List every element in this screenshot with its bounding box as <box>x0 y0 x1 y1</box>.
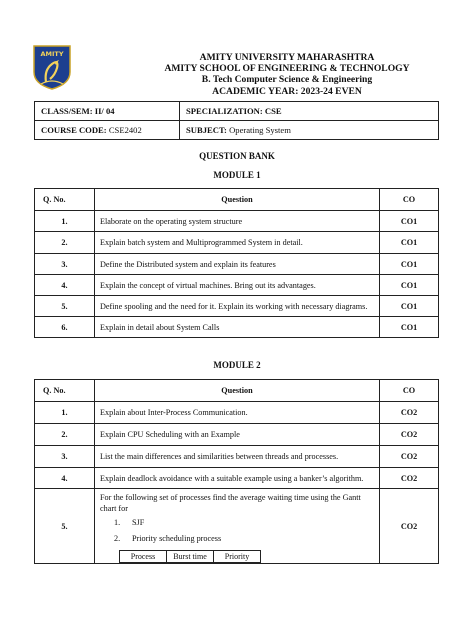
header-school: AMITY SCHOOL OF ENGINEERING & TECHNOLOGY <box>164 63 410 75</box>
specialization-cell: SPECIALIZATION: CSE <box>180 102 439 121</box>
col-qno: Q. No. <box>35 189 95 211</box>
course-info-table <box>34 101 439 140</box>
question-bank-title: QUESTION BANK <box>199 151 275 161</box>
col-co: CO <box>380 380 439 402</box>
module2-title: MODULE 2 <box>213 360 261 370</box>
table-header-row <box>35 380 439 402</box>
header-academic-year: ACADEMIC YEAR: 2023-24 EVEN <box>212 85 362 97</box>
module1-title: MODULE 1 <box>213 170 261 180</box>
module2-table <box>34 379 439 564</box>
svg-text:AMITY: AMITY <box>40 50 64 58</box>
course-code-cell: COURSE CODE: CSE2402 <box>35 121 180 140</box>
sub-item-list <box>114 517 374 544</box>
list-item: 1. SJF <box>114 518 145 527</box>
question-text: For the following set of processes find the average waiting time using the Gantt chart for <box>100 493 361 513</box>
table-row: 4. Explain deadlock avoidance with a suitable example using a banker’s algorithm. CO2 <box>35 468 439 489</box>
header-university: AMITY UNIVERSITY MAHARASHTRA <box>199 52 375 63</box>
amity-logo <box>32 44 72 90</box>
table-row: 5. For the following set of processes find the average waiting time using the Gantt chart for 1. SJF 2. Priority scheduling process Process Burst time Priority CO2 <box>35 489 439 564</box>
burst-time-col-header: Burst time <box>167 551 214 563</box>
priority-col-header: Priority <box>214 551 261 563</box>
col-qno: Q. No. <box>35 380 95 402</box>
process-col-header: Process <box>120 551 167 563</box>
table-row: 2. Explain CPU Scheduling with an Example CO2 <box>35 424 439 446</box>
table-header-row <box>35 189 439 211</box>
module1-table <box>34 188 439 338</box>
table-row: 6. Explain in detail about System Calls CO1 <box>35 317 439 338</box>
process-table <box>119 550 261 563</box>
table-row: 5. Define spooling and the need for it. Explain its working with necessary diagrams. CO1 <box>35 296 439 317</box>
institution-header <box>100 52 474 97</box>
list-item: 2. Priority scheduling process <box>114 534 222 543</box>
header-program: B. Tech Computer Science & Engineering <box>201 74 373 86</box>
col-question: Question <box>95 189 380 211</box>
table-row: 3. Define the Distributed system and explain its features CO1 <box>35 254 439 275</box>
class-sem-cell: CLASS/SEM: II/ 04 <box>35 102 180 121</box>
col-co: CO <box>380 189 439 211</box>
table-row: 4. Explain the concept of virtual machines. Bring out its advantages. CO1 <box>35 275 439 296</box>
table-row: 1. Elaborate on the operating system structure CO1 <box>35 211 439 232</box>
table-row: 3. List the main differences and similarities between threads and processes. CO2 <box>35 446 439 468</box>
table-row: 2. Explain batch system and Multiprogrammed System in detail. CO1 <box>35 232 439 254</box>
subject-cell: SUBJECT: Operating System <box>180 121 439 140</box>
table-row: 1. Explain about Inter-Process Communication. CO2 <box>35 402 439 424</box>
col-question: Question <box>95 380 380 402</box>
